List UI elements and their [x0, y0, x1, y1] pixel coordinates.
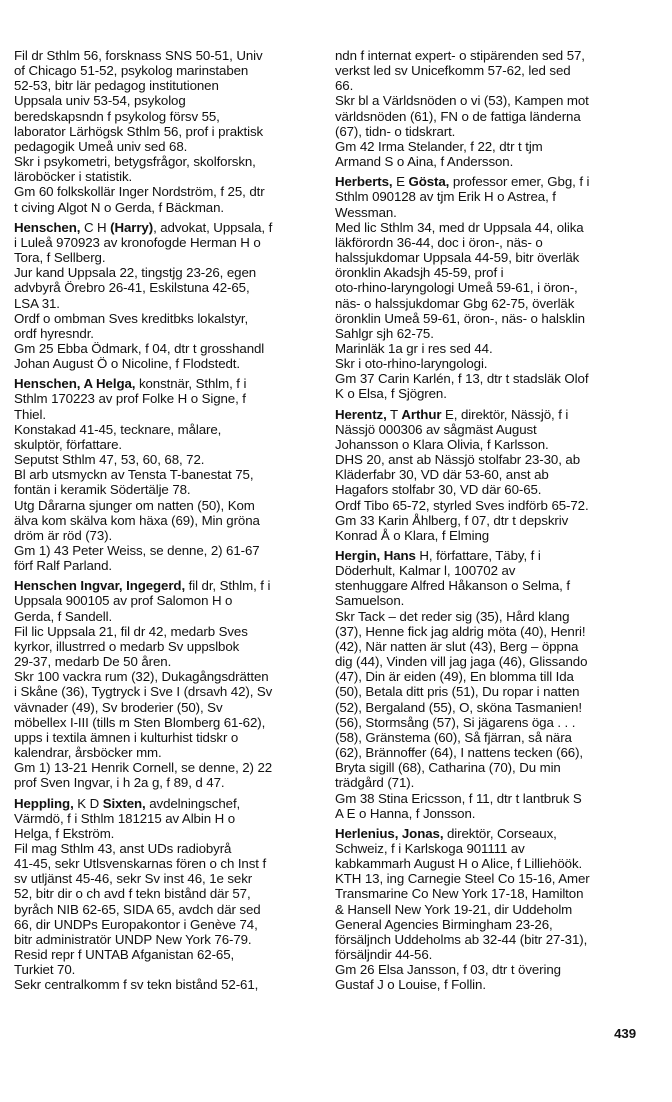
entry-heading — [335, 174, 637, 189]
entry-body: Fil dr Sthlm 56, forsknass SNS 50-51, Univ of Chicago 51-52, psykolog marinstaben 52-53, bitr lär pedagog institutionen Uppsala univ 53-54, psykolog beredskapsndn f psykolog försv 55, laborator Lärhögsk Sthlm 56, prof i praktisk pedagogik Umeå univ sed 68. Skr i psykometri, betygsfrågor, skolforskn, läroböcker i statistik. Gm 60 folkskollär Inger Nordström, f 25, dtr t civing Algot N o Gerda, f Bäckman. — [14, 48, 265, 215]
entry-henschen-harry — [14, 220, 318, 372]
entry-body: Döderhult, Kalmar l, 100702 av stenhuggare Alfred Håkanson o Selma, f Samuelson. Skr Tack – det reder sig (35), Hård klang (37), Henne fick jag aldrig möta (40), Henri! (42), När natten är slut (43), Berg – öppna dig (44), Vinden vill jag jaga (46), Glissando (47), Din är eiden (49), En blomma till Ida (50), Betala ditt pris (51), Du ropar i natten (52), Bergaland (55), O, sköna Tasmanien! (56), Stormsång (57), Si jägarens öga . . . (58), Gränstema (60), Så fjärran, så nära (62), Brännoffer (64), I nattens tecken (66), Bryta sigill (68), Catharina (70), Du min trädgård (71). Gm 38 Stina Ericsson, f 11, dtr t lantbruk S A E o Hanna, f Jonsson. — [335, 563, 588, 821]
entry-body: Schweiz, f i Karlskoga 901111 av kabkammarh August H o Alice, f Lilliehöök. KTH 13, ing Carnegie Steel Co 15-16, Amer Transmarine Co New York 17-18, Hamilton & Hansell New York 19-21, dir Uddeholm General Agencies Birmingham 23-26, försäljnch Uddeholms ab 32-44 (bitr 27-31), försäljndir 44-56. Gm 26 Elsa Jansson, f 03, dtr t övering Gustaf J o Louise, f Follin. — [335, 840, 590, 993]
entry-title: avdelningschef, — [145, 795, 241, 811]
entry-name: Herlenius, Jonas, — [335, 825, 444, 841]
entry-herberts — [335, 174, 637, 401]
entry-title: H, författare, Täby, f i — [415, 548, 541, 563]
entry-name: Herberts, — [335, 174, 393, 190]
entry-heading — [14, 220, 318, 235]
entry-given-name: Sixten, — [102, 795, 146, 811]
entry-heading — [335, 826, 637, 841]
entry-body: Sthlm 090128 av tjm Erik H o Astrea, f Wessman. Med lic Sthlm 34, med dr Uppsala 44, olika läkförordn 36-44, doc i öron-, näs- o halssjukdomar Uppsala 44-59, bitr överläk öronklin Akadsjh 45-59, prof i oto-rhino-laryngologi Umeå 59-61, i öron-, näs- o halssjukdomar Gbg 62-75, överläk öronklin Umeå 59-61, öron-, näs- o halsklin Sahlgr sjh 62-75. Marinläk 1a gr i res sed 44. Skr i oto-rhino-laryngologi. Gm 37 Carin Karlén, f 13, dtr t stadsläk Olof K o Elsa, f Sjögren. — [335, 189, 589, 402]
entry-initials: K D — [73, 795, 103, 811]
entry-title: konstnär, Sthlm, f i — [135, 376, 247, 392]
entry-name: Henschen, — [14, 219, 81, 235]
entry-heading — [14, 376, 318, 391]
entry-body: Sthlm 170223 av prof Folke H o Signe, f Thiel. Konstakad 41-45, tecknare, målare, skulptör, författare. Seputst Sthlm 47, 53, 60, 68, 72. Bl arb utsmyckn av Tensta T-banestat 75, fontän i keramik Södertälje 78. Utg Dårarna sjunger om natten (50), Kom älva kom skälva kom häxa (69), Min gröna dröm är röd (73). Gm 1) 43 Peter Weiss, se denne, 2) 61-67 förf Ralf Parland. — [14, 391, 260, 574]
entry-body: Uppsala 900105 av prof Salomon H o Gerda, f Sandell. Fil lic Uppsala 21, fil dr 42, medarb Sves kyrkor, illustrred o medarb Sv uppslbok 29-37, medarb De 50 åren. Skr 100 vackra rum (32), Dukagångsdrätten i Skåne (36), Tygtryck i Sve I (drsavh 42), Sv vävnader (49), Sv broderier (50), Sv möbellex I-III (tills m Sten Blomberg 61-62), upps i textila ämnen i kulturhist tidskr o kalendrar, årsböcker mm. Gm 1) 13-21 Henrik Cornell, se denne, 2) 22 prof Sven Ingvar, i h 2a g, f 89, d 47. — [14, 593, 273, 791]
entry-heading — [335, 548, 637, 563]
entry-continued-top-right — [335, 48, 637, 169]
entry-henschen-helga — [14, 376, 318, 573]
entry-name: Herentz, — [335, 406, 387, 422]
entry-heppling — [14, 796, 318, 993]
right-column — [335, 48, 637, 998]
entry-herlenius — [335, 826, 637, 993]
left-column — [14, 48, 318, 998]
entry-given-name: Gösta, — [408, 174, 450, 190]
entry-title: , advokat, Uppsala, f — [153, 219, 273, 235]
entry-hergin — [335, 548, 637, 821]
entry-name: Heppling, — [14, 795, 74, 811]
entry-body: i Luleå 970923 av kronofogde Herman H o Tora, f Sellberg. Jur kand Uppsala 22, tingstjg 23-26, egen advbyrå Örebro 26-41, Eskilstuna 42-65, LSA 31. Ordf o ombman Sves kreditbks lokalstyr, ordf hyresndr. Gm 25 Ebba Ödmark, f 04, dtr t grosshandl Johan August Ö o Nicoline, f Flodstedt. — [14, 234, 265, 372]
entry-name: Henschen, A Helga, — [14, 376, 136, 392]
entry-heading — [335, 407, 637, 422]
entry-herentz — [335, 407, 637, 543]
page-number: 439 — [614, 1026, 636, 1041]
entry-title: fil dr, Sthlm, f i — [185, 578, 271, 594]
entry-name: Henschen Ingvar, Ingegerd, — [14, 578, 186, 594]
entry-heading — [14, 796, 318, 811]
entry-title: E, direktör, Nässjö, f i — [441, 406, 569, 422]
entry-henschen-ingvar — [14, 578, 318, 790]
entry-name: Hergin, Hans — [335, 548, 416, 563]
entry-heading — [14, 578, 318, 593]
entry-continued-top-left — [14, 48, 318, 215]
entry-body: Nässjö 000306 av sågmäst August Johansson o Klara Olivia, f Karlsson. DHS 20, anst ab Nässjö stolfabr 23-30, ab Kläderfabr 30, VD där 53-60, anst ab Hagafors stolfabr 30, VD där 60-65. Ordf Tibo 65-72, styrled Sves indförb 65-72. Gm 33 Karin Åhlberg, f 07, dtr t depskriv Konrad Å o Klara, f Elming — [335, 421, 589, 543]
entry-given-name: (Harry) — [110, 219, 154, 235]
entry-title: direktör, Corseaux, — [443, 825, 557, 841]
entry-initials: C H — [80, 219, 111, 235]
entry-initials: T — [386, 406, 402, 422]
entry-title: professor emer, Gbg, f i — [449, 174, 590, 190]
entry-given-name: Arthur — [401, 406, 442, 422]
entry-body: ndn f internat expert- o stipärenden sed 57, verkst led sv Unicefkomm 57-62, led sed 66. Skr bl a Världsnöden o vi (53), Kampen mot världsnöden (61), FN o de fattiga länderna (67), tidn- o tidskrart. Gm 42 Irma Stelander, f 22, dtr t tjm Armand S o Aina, f Andersson. — [335, 48, 589, 170]
entry-body: Värmdö, f i Sthlm 181215 av Albin H o Helga, f Ekström. Fil mag Sthlm 43, anst UDs radiobyrå 41-45, sekr Utlsvenskarnas fören o ch Inst f sv utljänst 45-46, sekr Sv inst 46, 1e sekr 52, bitr dir o ch avd f tekn bistånd där 57, byråch NIB 62-65, SIDA 65, avdch där sed 66, dir UNDPs Europakontor i Genève 74, bitr administratör UNDP New York 76-79. Resid repr f UNTAB Afganistan 62-65, Turkiet 70. Sekr centralkomm f sv tekn bistånd 52-61, — [14, 810, 267, 993]
entry-initials: E — [392, 174, 409, 190]
